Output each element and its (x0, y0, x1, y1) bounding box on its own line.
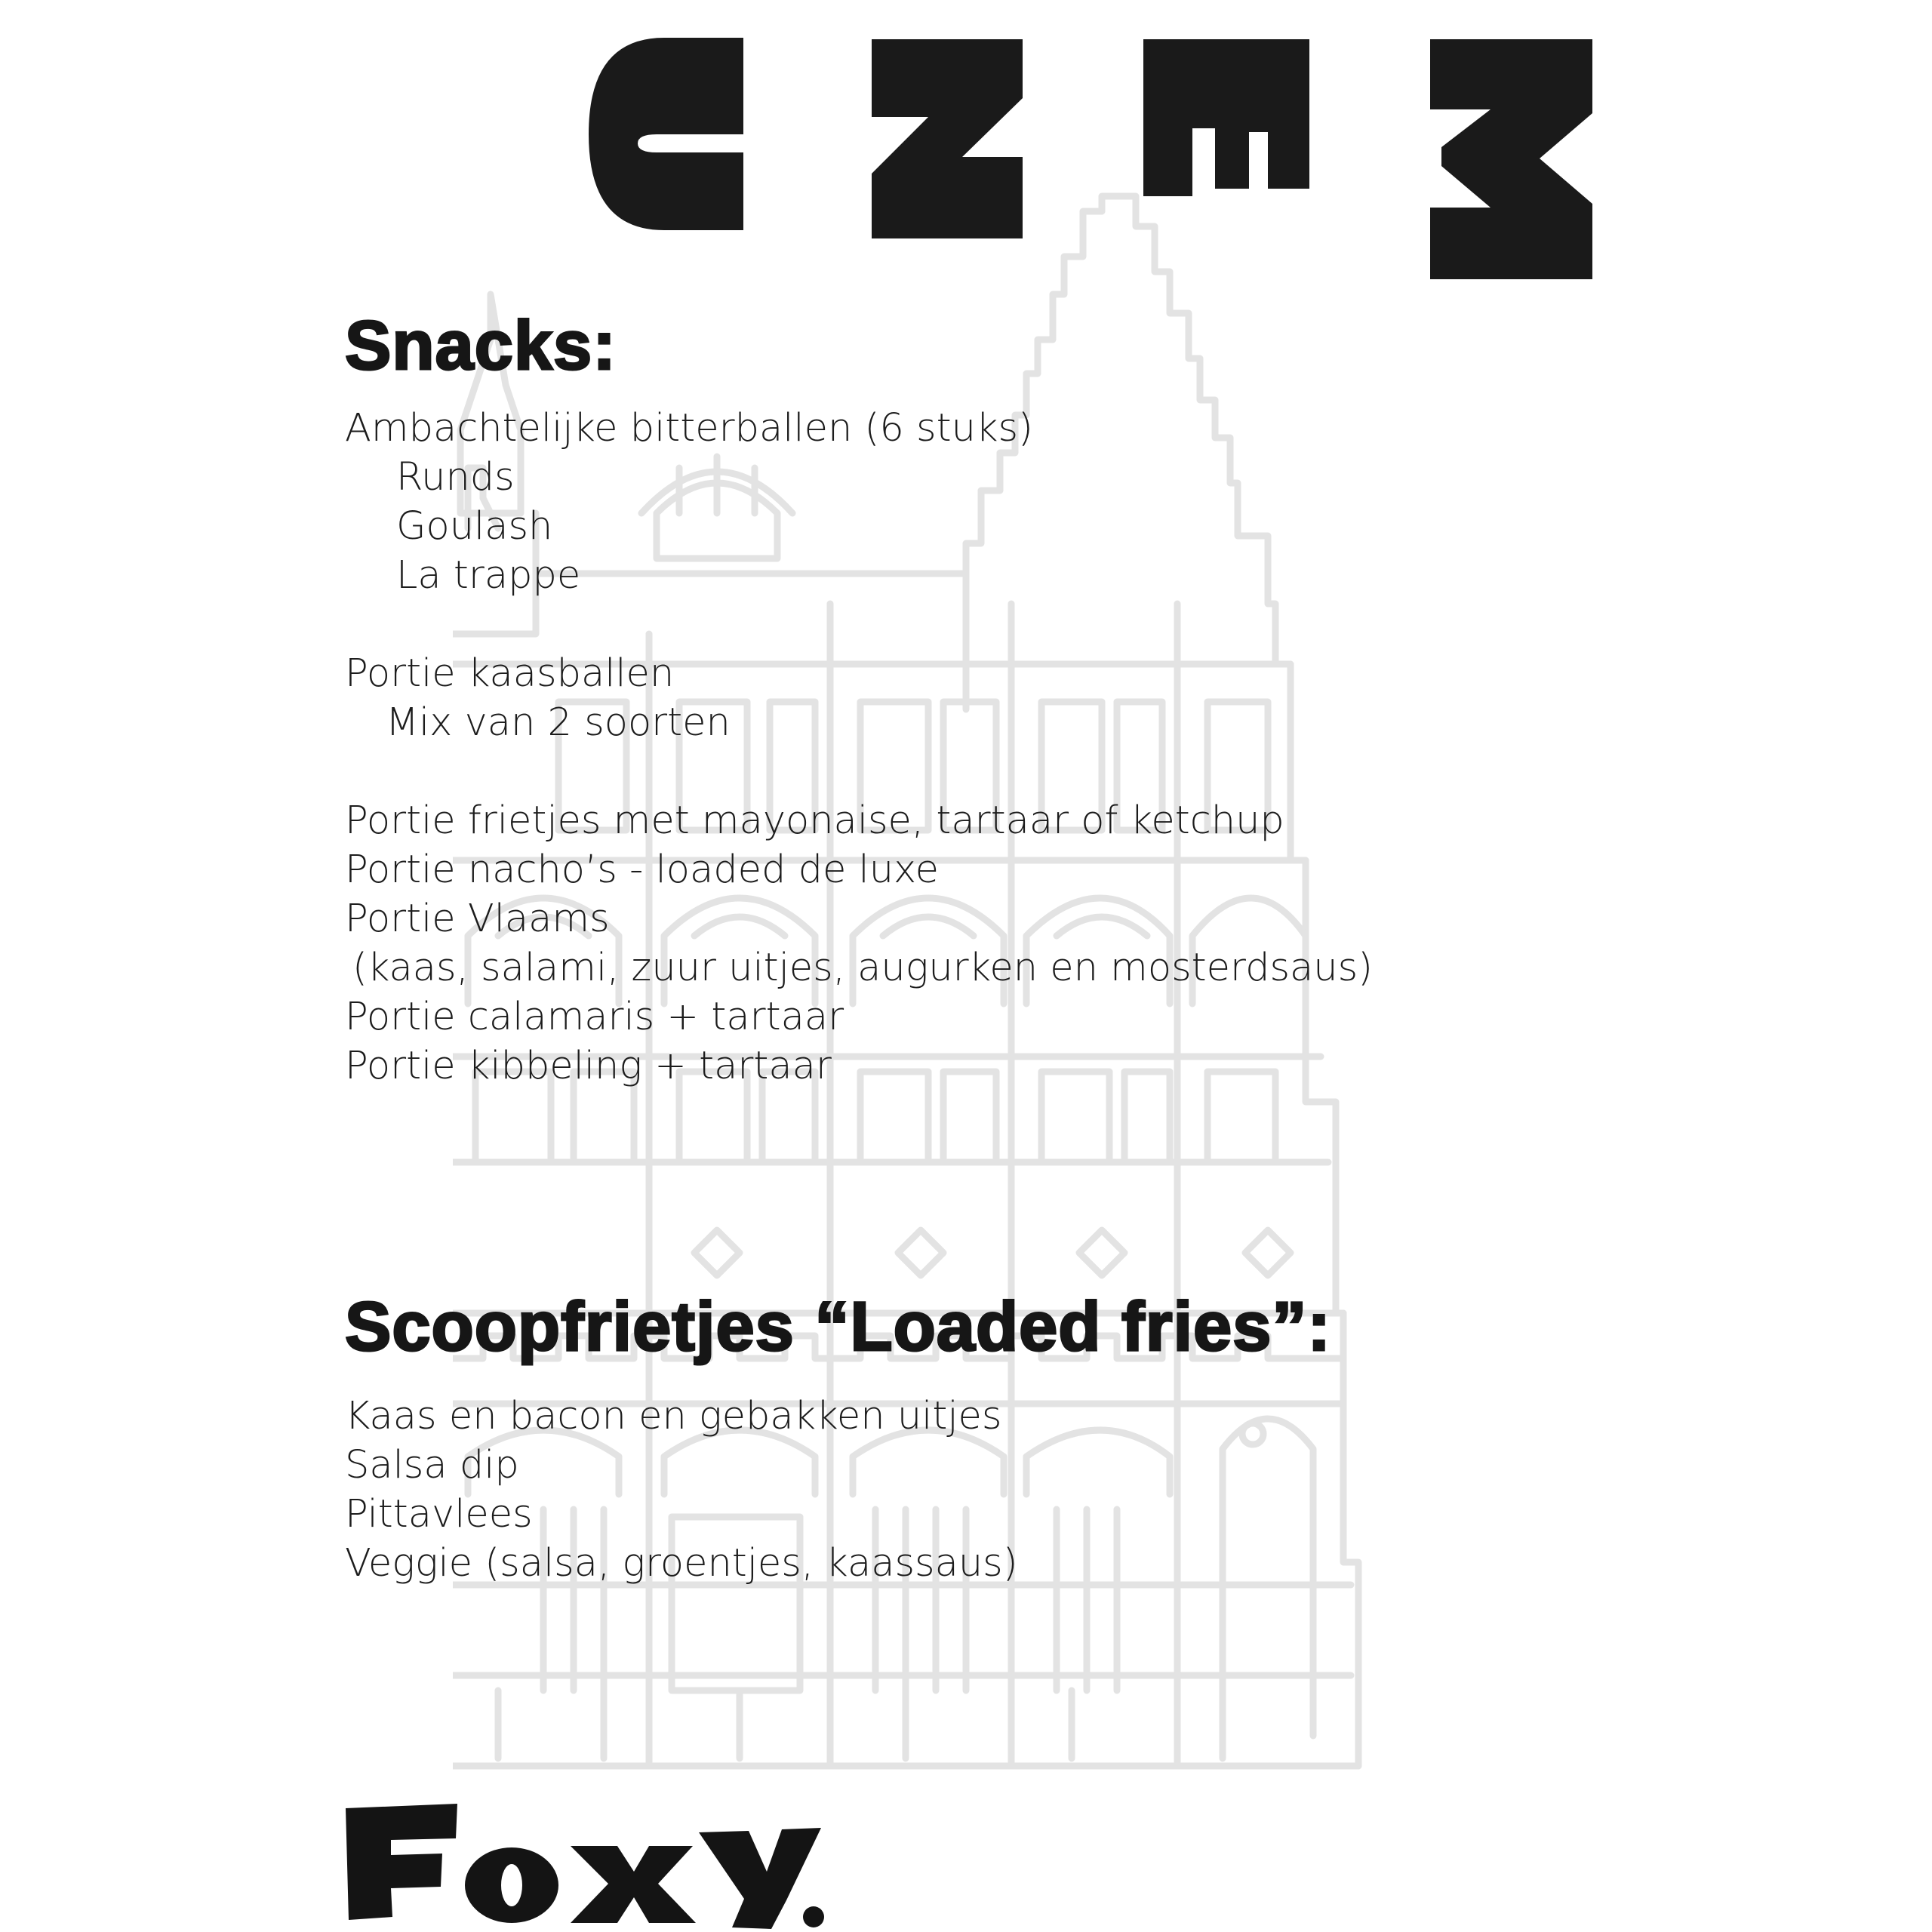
loaded-fries-item: Kaas en bacon en gebakken uitjes (345, 1394, 1002, 1438)
snack-item: Portie calamaris + tartaar (345, 995, 844, 1039)
snack-item: Portie nacho’s - loaded de luxe (345, 848, 940, 892)
snack-subitem: Runds (396, 455, 515, 500)
snack-item: Portie kaasballen (345, 651, 675, 696)
snack-item: Portie Vlaams (345, 897, 610, 941)
loaded-fries-item: Pittavlees (345, 1492, 533, 1537)
snack-item: Portie frietjes met mayonaise, tartaar of ketchup (345, 798, 1284, 843)
snack-item: Portie kibbeling + tartaar (345, 1044, 832, 1088)
snack-subitem: La trappe (396, 553, 581, 598)
loaded-fries-title: Scoopfrietjes “Loaded fries”: (345, 1288, 1332, 1365)
czez-logo-icon (574, 30, 1615, 287)
foxy-logo-icon (344, 1802, 827, 1930)
snack-subitem: Goulash (396, 504, 553, 549)
snacks-title: Snacks: (345, 307, 617, 384)
loaded-fries-item: Salsa dip (345, 1443, 519, 1487)
snack-item-description: (kaas, salami, zuur uitjes, augurken en mosterdsaus) (352, 946, 1374, 990)
snack-subitem: Mix van 2 soorten (386, 700, 731, 745)
loaded-fries-item: Veggie (salsa, groentjes, kaassaus) (345, 1541, 1018, 1586)
snack-item: Ambachtelijke bitterballen (6 stuks) (345, 406, 1033, 451)
